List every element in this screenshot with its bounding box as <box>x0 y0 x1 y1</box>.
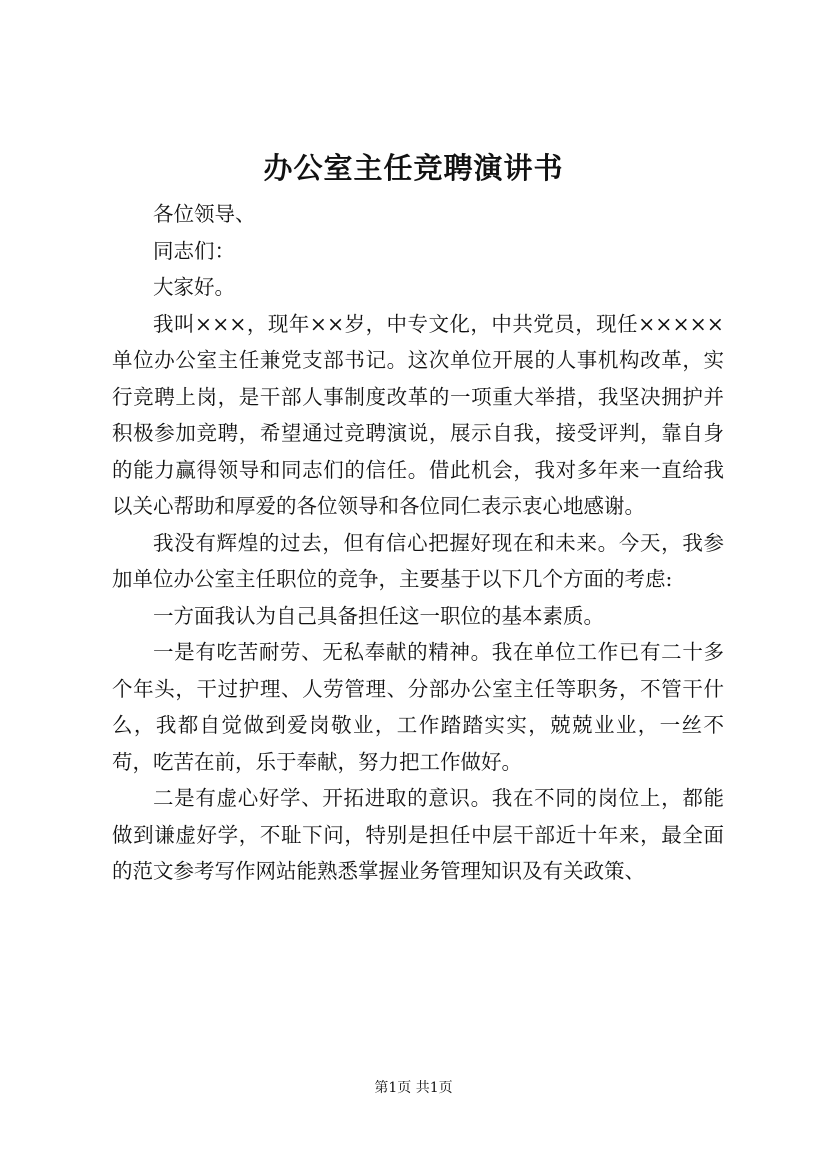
paragraph-point-one: 一是有吃苦耐劳、无私奉献的精神。我在单位工作已有二十多个年头，干过护理、人劳管理、分部办公室主任等职务，不管干什么，我都自觉做到爱岗敬业，工作踏踏实实，兢兢业业，一丝不苟，吃苦在前，乐于奉献，努力把工作做好。 <box>112 640 724 774</box>
paragraph-motivation: 我没有辉煌的过去，但有信心把握好现在和未来。今天，我参加单位办公室主任职位的竞争，主要基于以下几个方面的考虑: <box>112 530 724 591</box>
paragraph-point-two: 二是有虚心好学、开拓进取的意识。我在不同的岗位上，都能做到谦虚好学，不耻下问，特别是担任中层干部近十年来，最全面的范文参考写作网站能熟悉掌握业务管理知识及有关政策、 <box>112 786 724 883</box>
paragraph-greeting: 大家好。 <box>153 275 235 299</box>
page-footer: 第1页 共1页 <box>374 1080 453 1096</box>
document-body <box>112 196 724 890</box>
paragraph-salutation-leaders: 各位领导、 <box>153 202 256 226</box>
paragraph-qualities-intro: 一方面我认为自己具备担任这一职位的基本素质。 <box>153 603 604 628</box>
paragraph-introduction: 我叫×××，现年××岁，中专文化，中共党员，现任×××××单位办公室主任兼党支部书记。这次单位开展的人事机构改革，实行竞聘上岗，是干部人事制度改革的一项重大举措，我坚决拥护并积极参加竞聘，希望通过竞聘演说，展示自我，接受评判，靠自身的能力赢得领导和同志们的信任。借此机会，我对多年来一直给我以关心帮助和厚爱的各位领导和各位同仁表示衷心地感谢。 <box>112 311 724 518</box>
paragraph-salutation-comrades: 同志们： <box>153 238 235 263</box>
document-title: 办公室主任竞聘演讲书 <box>263 151 564 185</box>
